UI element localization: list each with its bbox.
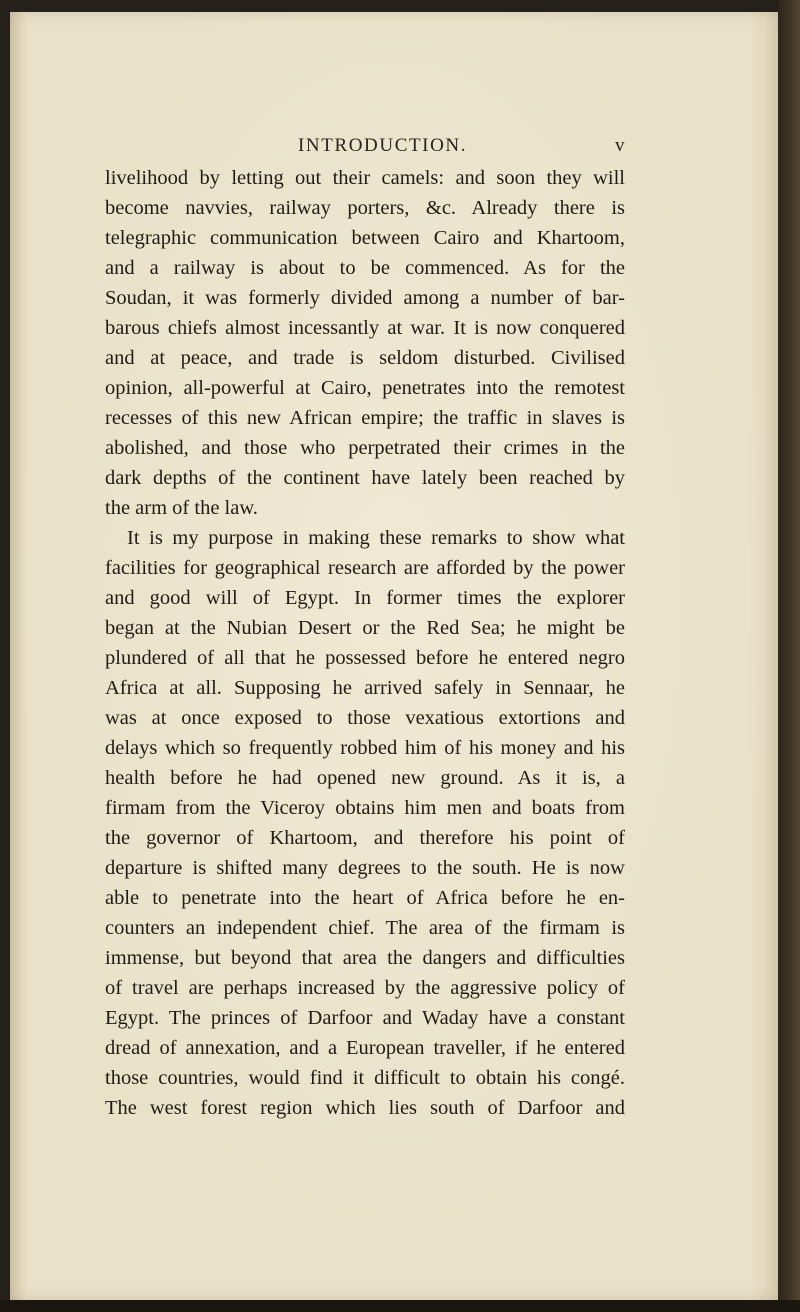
text-line: firmam from the Viceroy obtains him men and boats from bbox=[105, 797, 625, 819]
text-line: dread of annexation, and a European traveller, if he entered bbox=[105, 1037, 625, 1059]
text-line: Egypt. The princes of Darfoor and Waday have a constant bbox=[105, 1007, 625, 1029]
running-title: INTRODUCTION. bbox=[298, 135, 468, 156]
text-line: facilities for geographical research are afforded by the power bbox=[105, 557, 625, 579]
text-line: was at once exposed to those vexatious extortions and bbox=[105, 707, 625, 729]
text-line: telegraphic communication between Cairo and Khartoom, bbox=[105, 227, 625, 249]
text-line: the arm of the law. bbox=[105, 497, 258, 519]
text-line: and a railway is about to be commenced. As for the bbox=[105, 257, 625, 279]
text-line: abolished, and those who perpetrated their crimes in the bbox=[105, 437, 625, 459]
text-line: counters an independent chief. The area of the firmam is bbox=[105, 917, 625, 939]
text-line: plundered of all that he possessed before he entered negro bbox=[105, 647, 625, 669]
text-line: departure is shifted many degrees to the south. He is now bbox=[105, 857, 625, 879]
text-line: began at the Nubian Desert or the Red Sea; he might be bbox=[105, 617, 625, 639]
text-line: recesses of this new African empire; the traffic in slaves is bbox=[105, 407, 625, 429]
text-line: those countries, would find it difficult to obtain his congé. bbox=[105, 1067, 625, 1089]
text-line: Africa at all. Supposing he arrived safely in Sennaar, he bbox=[105, 677, 625, 699]
text-line: able to penetrate into the heart of Africa before he en- bbox=[105, 887, 625, 909]
text-line: immense, but beyond that area the dangers and difficulties bbox=[105, 947, 625, 969]
page-number: v bbox=[615, 135, 625, 156]
text-line: and at peace, and trade is seldom disturbed. Civilised bbox=[105, 347, 625, 369]
text-line: and good will of Egypt. In former times the explorer bbox=[105, 587, 625, 609]
text-line: delays which so frequently robbed him of his money and his bbox=[105, 737, 625, 759]
text-line: dark depths of the continent have lately been reached by bbox=[105, 467, 625, 489]
text-line: The west forest region which lies south of Darfoor and bbox=[105, 1097, 625, 1119]
text-line: barous chiefs almost incessantly at war. It is now conquered bbox=[105, 317, 625, 339]
text-line: health before he had opened new ground. As it is, a bbox=[105, 767, 625, 789]
text-line: of travel are perhaps increased by the aggressive policy of bbox=[105, 977, 625, 999]
text-line: It is my purpose in making these remarks to show what bbox=[127, 527, 625, 549]
text-line: become navvies, railway porters, &c. Already there is bbox=[105, 197, 625, 219]
text-line: Soudan, it was formerly divided among a number of bar- bbox=[105, 287, 625, 309]
text-line: opinion, all-powerful at Cairo, penetrates into the remotest bbox=[105, 377, 625, 399]
text-line: livelihood by letting out their camels: and soon they will bbox=[105, 167, 625, 189]
text-line: the governor of Khartoom, and therefore his point of bbox=[105, 827, 625, 849]
